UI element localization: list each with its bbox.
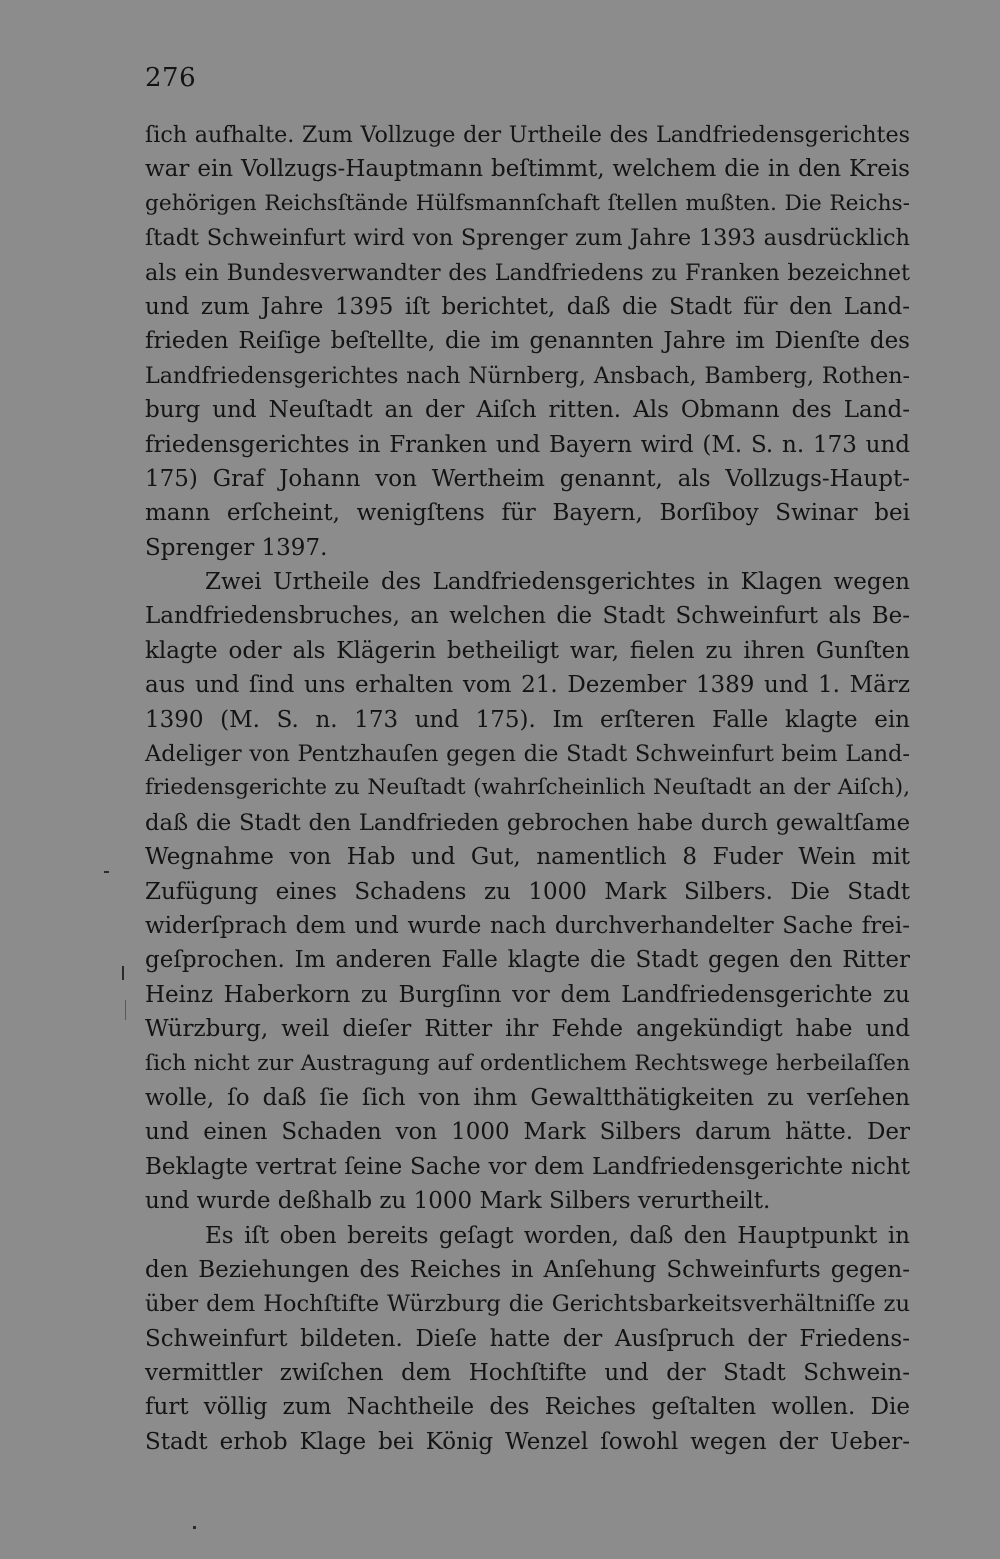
text-line: Würzburg, weil dieſer Ritter ihr Fehde angekündigt habe und (145, 1016, 910, 1043)
text-line: friedensgerichtes in Franken und Bayern wird (M. S. n. 173 und (145, 431, 910, 458)
text-line: 175) Graf Johann von Wertheim genannt, als Vollzugs-Haupt- (145, 465, 910, 492)
text-line: ſtadt Schweinfurt wird von Sprenger zum Jahre 1393 ausdrücklich (145, 225, 910, 252)
text-line: Stadt erhob Klage bei König Wenzel ſowohl wegen der Ueber- (145, 1428, 910, 1455)
text-line: Zufügung eines Schadens zu 1000 Mark Silbers. Die Stadt (145, 878, 910, 905)
text-line: Schweinfurt bildeten. Dieſe hatte der Ausſpruch der Friedens- (145, 1325, 910, 1352)
text-line: Landfriedensbruches, an welchen die Stadt Schweinfurt als Be- (145, 603, 910, 630)
margin-mark (193, 1526, 196, 1529)
text-line: Zwei Urtheile des Landfriedensgerichtes in Klagen wegen (205, 569, 910, 596)
text-line: 1390 (M. S. n. 173 und 175). Im erſteren Falle klagte ein (145, 706, 910, 733)
text-line: über dem Hochſtifte Würzburg die Gerichtsbarkeitsverhältniſſe zu (145, 1291, 910, 1318)
text-line: ſich nicht zur Austragung auf ordentlichem Rechtswege herbeilaſſen (145, 1050, 910, 1076)
text-line: burg und Neuſtadt an der Aiſch ritten. Als Obmann des Land- (145, 397, 910, 424)
text-line: den Beziehungen des Reiches in Anſehung Schweinfurts gegen- (145, 1256, 910, 1283)
text-line: widerſprach dem und wurde nach durchverhandelter Sache frei- (145, 912, 910, 939)
book-page (145, 0, 910, 1559)
margin-mark (104, 871, 109, 873)
text-line: vermittler zwiſchen dem Hochſtifte und der Stadt Schwein- (145, 1360, 910, 1387)
text-line: Sprenger 1397. (145, 534, 328, 561)
text-line: wolle, ſo daß ſie ſich von ihm Gewaltthätigkeiten zu verſehen (145, 1084, 910, 1111)
page-number: 276 (145, 63, 197, 93)
text-line: und zum Jahre 1395 iſt berichtet, daß die Stadt für den Land- (145, 293, 910, 320)
text-line: Heinz Haberkorn zu Burgſinn vor dem Landfriedensgerichte zu (145, 981, 910, 1008)
text-line: Beklagte vertrat ſeine Sache vor dem Landfriedensgerichte nicht (145, 1153, 910, 1180)
text-line: klagte oder als Klägerin betheiligt war, fielen zu ihren Gunſten (145, 637, 910, 664)
margin-mark (122, 966, 124, 980)
text-line: aus und ſind uns erhalten vom 21. Dezember 1389 und 1. März (145, 672, 910, 699)
margin-mark (125, 1000, 126, 1020)
text-line: war ein Vollzugs-Hauptmann beſtimmt, welchem die in den Kreis (145, 156, 910, 183)
text-line: als ein Bundesverwandter des Landfriedens zu Franken bezeichnet (145, 259, 910, 286)
text-line: Landfriedensgerichtes nach Nürnberg, Ansbach, Bamberg, Rothen- (145, 362, 910, 389)
text-line: ſich aufhalte. Zum Vollzuge der Urtheile des Landfriedensgerichtes (145, 122, 910, 148)
text-line: geſprochen. Im anderen Falle klagte die Stadt gegen den Ritter (145, 947, 910, 974)
text-line: daß die Stadt den Landfrieden gebrochen habe durch gewaltſame (145, 809, 910, 836)
text-line: furt völlig zum Nachtheile des Reiches geſtalten wollen. Die (145, 1394, 910, 1421)
text-line: und wurde deßhalb zu 1000 Mark Silbers verurtheilt. (145, 1188, 771, 1215)
text-line: frieden Reiſige beſtellte, die im genannten Jahre im Dienſte des (145, 328, 910, 355)
text-line: Adeliger von Pentzhauſen gegen die Stadt Schweinfurt beim Land- (145, 741, 910, 768)
text-line: gehörigen Reichsſtände Hülfsmannſchaft ſtellen mußten. Die Reichs- (145, 190, 910, 216)
text-line: und einen Schaden von 1000 Mark Silbers darum hätte. Der (145, 1119, 910, 1146)
text-line: mann erſcheint, wenigſtens für Bayern, Borſiboy Swinar bei (145, 500, 910, 527)
text-line: Es iſt oben bereits geſagt worden, daß den Hauptpunkt in (205, 1222, 910, 1249)
paragraph (145, 1219, 910, 1460)
paragraph (145, 565, 910, 1218)
text-line: friedensgerichte zu Neuſtadt (wahrſcheinlich Neuſtadt an der Aiſch), (145, 775, 910, 801)
body-text (145, 118, 910, 1459)
paragraph (145, 118, 910, 565)
text-line: Wegnahme von Hab und Gut, namentlich 8 Fuder Wein mit (145, 844, 910, 871)
